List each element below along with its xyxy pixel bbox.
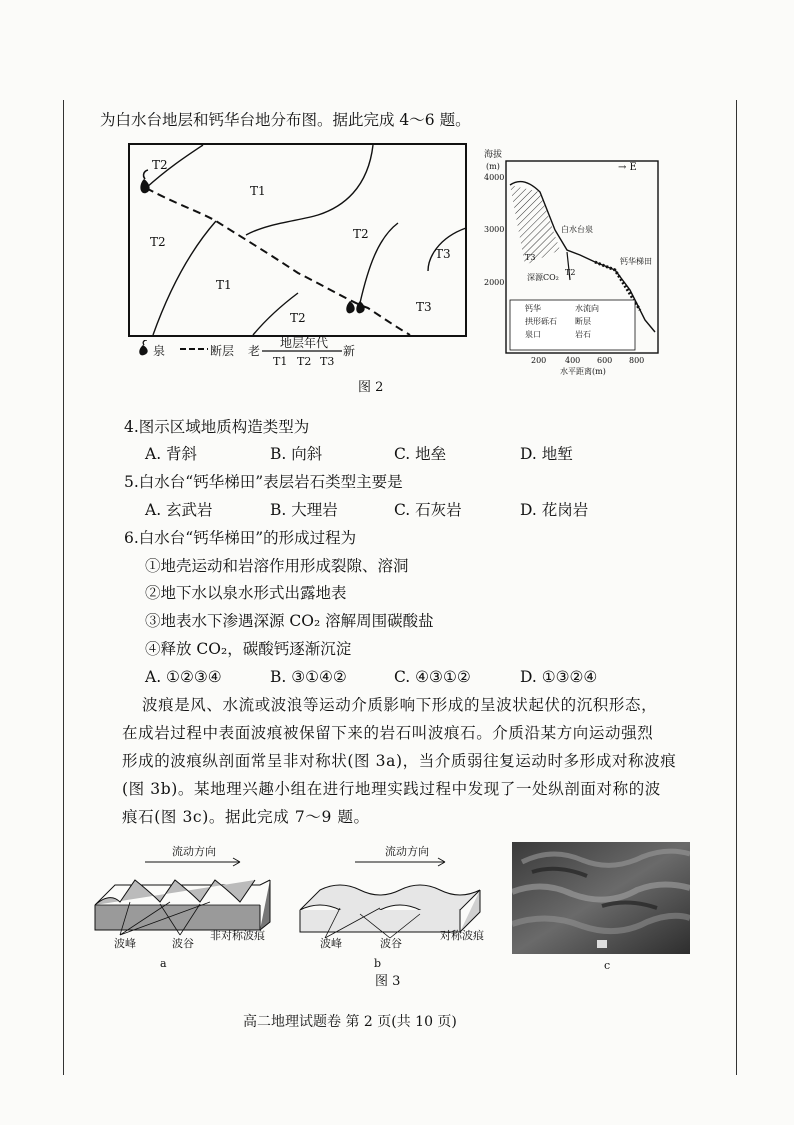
fig3b-crest: 波峰 xyxy=(320,937,342,950)
fig3b-type: 对称波痕 xyxy=(440,929,484,942)
passage-line: 形成的波痕纵剖面常呈非对称状(图 3a)，当介质弱往复运动时多形成对称波痕 xyxy=(122,752,677,770)
fig3a-crest: 波峰 xyxy=(114,937,136,950)
fig3b-flow: 流动方向 xyxy=(385,845,429,858)
map-label-t2: T2 xyxy=(290,311,306,325)
fig3b-trough: 波谷 xyxy=(380,937,402,950)
passage-line: 痕石(图 3c)。据此完成 7～9 题。 xyxy=(122,808,370,826)
legend-fault: 断层 xyxy=(210,344,235,358)
fig3a-flow: 流动方向 xyxy=(172,845,216,858)
q6-stem: 6.白水台“钙华梯田”的形成过程为 xyxy=(124,529,357,547)
fig3a-letter: a xyxy=(160,957,167,970)
fig2-caption: 图 2 xyxy=(358,380,384,395)
profile-legend-item: 断层 xyxy=(575,317,591,326)
profile-direction: → E xyxy=(618,162,637,173)
map-label-t2: T2 xyxy=(150,235,166,249)
right-margin-line xyxy=(736,100,737,1075)
profile-ytick: 2000 xyxy=(484,278,505,287)
profile-xtick: 600 xyxy=(597,356,613,365)
map-label-t1: T1 xyxy=(216,278,232,292)
q6-option-c: C. ④③①② xyxy=(394,668,471,686)
profile-xtick: 400 xyxy=(565,356,581,365)
profile-xlabel: 水平距离(m) xyxy=(560,367,606,376)
map-label-t1: T1 xyxy=(250,184,266,198)
profile-xtick: 200 xyxy=(531,356,547,365)
q5-option-b: B. 大理岩 xyxy=(270,501,338,519)
profile-xtick: 800 xyxy=(629,356,645,365)
fig3b-letter: b xyxy=(374,957,382,970)
profile-ytick: 4000 xyxy=(484,173,505,182)
legend-age-t2: T2 xyxy=(297,355,312,368)
q6-step-3: ③地表水下渗遇深源 CO₂ 溶解周围碳酸盐 xyxy=(145,612,434,630)
q6-option-b: B. ③①④② xyxy=(270,668,347,686)
legend-age-t1: T1 xyxy=(273,355,288,368)
q5-option-c: C. 石灰岩 xyxy=(394,501,462,519)
map-label-t3: T3 xyxy=(416,300,432,314)
profile-legend-item: 岩石 xyxy=(575,330,591,339)
q4-option-d: D. 地堑 xyxy=(520,445,573,463)
profile-legend-item: 钙华 xyxy=(525,304,541,313)
profile-legend-item: 拱形砾石 xyxy=(525,317,557,326)
legend-spring: 泉 xyxy=(153,344,166,358)
profile-legend-item: 泉口 xyxy=(525,330,541,339)
map-label-t3: T3 xyxy=(435,247,451,261)
spring-icon xyxy=(137,340,151,358)
q5-option-d: D. 花岗岩 xyxy=(520,501,589,519)
profile-ytick: 3000 xyxy=(484,225,505,234)
q4-option-a: A. 背斜 xyxy=(145,445,198,463)
profile-yunit: (m) xyxy=(486,162,500,171)
profile-ylabel: 海拔 xyxy=(484,150,503,160)
profile-co2-label: 深源CO₂ xyxy=(527,273,559,282)
map-label-t2: T2 xyxy=(152,158,168,172)
intro-text: 为白水台地层和钙华台地分布图。据此完成 4～6 题。 xyxy=(100,111,471,129)
legend-age-title: 地层年代 xyxy=(280,336,329,350)
profile-terrace-label: 钙华梯田 xyxy=(620,257,652,266)
profile-t2-label: T2 xyxy=(565,268,576,277)
passage-line: 在成岩过程中表面波痕被保留下来的岩石叫波痕石。介质沿某方向运动强烈 xyxy=(122,724,654,742)
q4-stem: 4.图示区域地质构造类型为 xyxy=(124,418,310,436)
map-label-t2: T2 xyxy=(353,227,369,241)
profile-spring-label: 白水台泉 xyxy=(561,225,593,234)
spring-icon xyxy=(140,170,149,193)
fault-legend-line xyxy=(180,345,208,353)
q6-step-2: ②地下水以泉水形式出露地表 xyxy=(145,584,347,602)
page-footer: 高二地理试题卷 第 2 页(共 10 页) xyxy=(243,1014,457,1030)
q6-step-4: ④释放 CO₂，碳酸钙逐渐沉淀 xyxy=(145,640,352,658)
q6-option-d: D. ①③②④ xyxy=(520,668,598,686)
q6-option-a: A. ①②③④ xyxy=(145,668,222,686)
fig3a-type: 非对称波痕 xyxy=(210,929,265,942)
q5-option-a: A. 玄武岩 xyxy=(145,501,213,519)
legend-old: 老 xyxy=(248,344,261,358)
profile-t3-label: T3 xyxy=(525,253,536,262)
passage-line: 波痕是风、水流或波浪等运动介质影响下形成的呈波状起伏的沉积形态， xyxy=(142,696,658,714)
passage-line: (图 3b)。某地理兴趣小组在进行地理实践过程中发现了一处纵剖面对称的波 xyxy=(122,780,661,798)
profile-legend-item: 水流向 xyxy=(575,304,599,313)
fig3c-letter: c xyxy=(604,959,611,972)
fig3a-trough: 波谷 xyxy=(172,937,194,950)
legend-new: 新 xyxy=(343,344,356,358)
q6-step-1: ①地壳运动和岩溶作用形成裂隙、溶洞 xyxy=(145,557,409,575)
q4-option-c: C. 地垒 xyxy=(394,445,447,463)
q5-stem: 5.白水台“钙华梯田”表层岩石类型主要是 xyxy=(124,473,403,491)
fig3-caption: 图 3 xyxy=(375,974,401,989)
legend-age-t3: T3 xyxy=(320,355,335,368)
ripple-rock-photo xyxy=(512,842,690,954)
left-margin-line xyxy=(63,100,64,1075)
age-arrow xyxy=(262,349,342,353)
q4-option-b: B. 向斜 xyxy=(270,445,323,463)
